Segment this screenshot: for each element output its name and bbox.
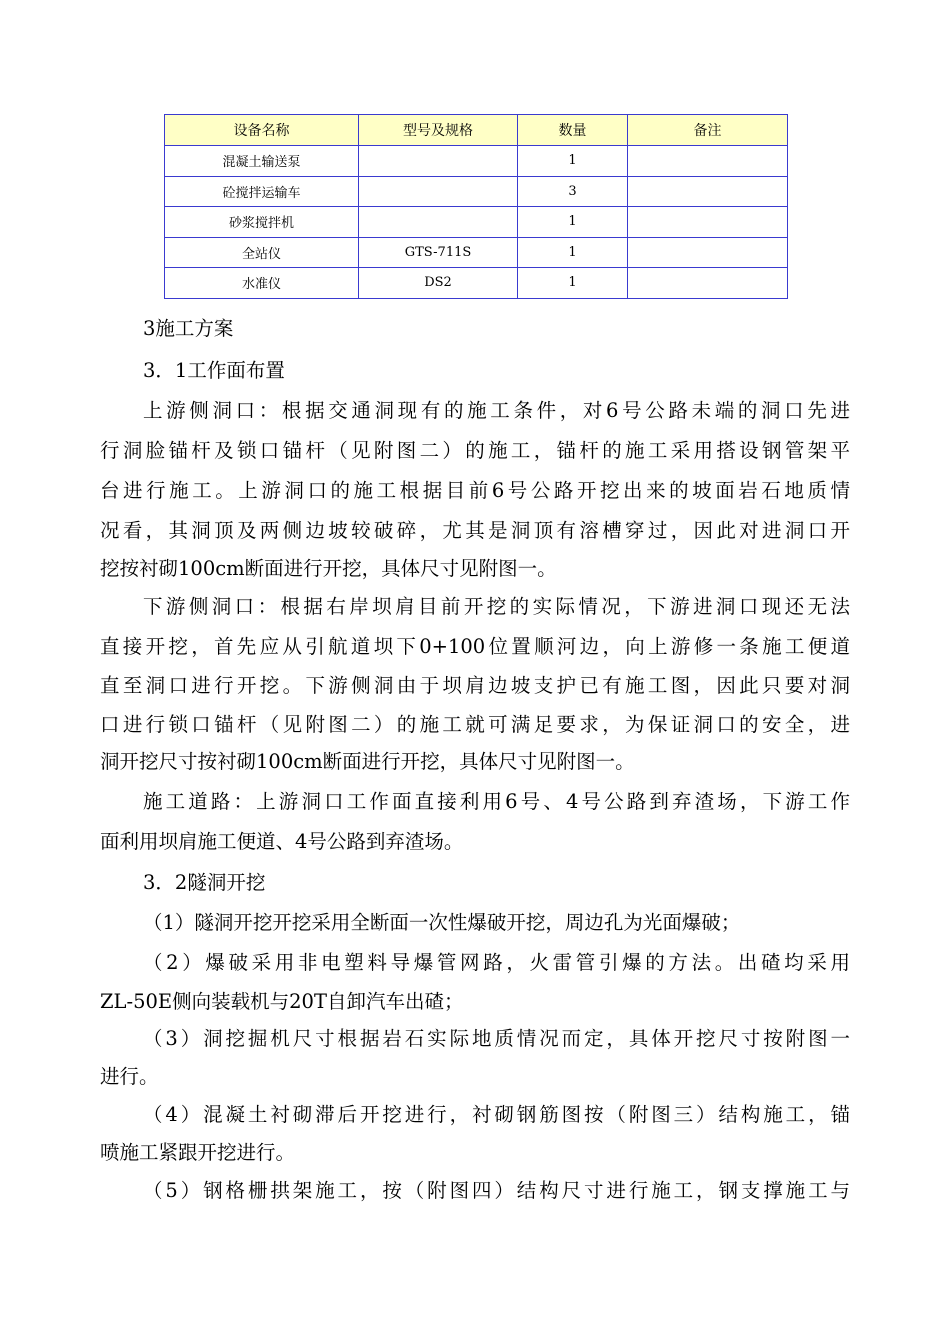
cell-name: 砂浆搅拌机 [165, 207, 359, 238]
cell-quantity: 3 [518, 176, 628, 207]
cell-remarks [628, 176, 788, 207]
paragraph-line: 行洞脸锚杆及锁口锚杆（见附图二）的施工，锚杆的施工采用搭设钢管架平 [100, 439, 850, 462]
cell-name: 混凝土输送泵 [165, 146, 359, 177]
list-item-continuation: ZL-50E侧向装载机与20T自卸汽车出碴； [100, 990, 464, 1013]
list-item: （1）隧洞开挖开挖采用全断面一次性爆破开挖，周边孔为光面爆破； [143, 911, 741, 934]
header-remarks: 备注 [628, 115, 788, 146]
list-item-continuation: 进行。 [100, 1065, 159, 1088]
table-header-row [165, 115, 788, 146]
cell-remarks [628, 237, 788, 268]
paragraph-line: 直接开挖，首先应从引航道坝下0+100位置顺河边，向上游修一条施工便道 [100, 635, 850, 658]
cell-remarks [628, 268, 788, 299]
paragraph-line: 直至洞口进行开挖。下游侧洞由于坝肩边坡支护已有施工图，因此只要对洞 [100, 674, 850, 697]
cell-quantity: 1 [518, 207, 628, 238]
cell-remarks [628, 146, 788, 177]
paragraph-line: 施工道路：上游洞口工作面直接利用6号、4号公路到弃渣场，下游工作 [143, 790, 850, 813]
paragraph-line: 台进行施工。上游洞口的施工根据目前6号公路开挖出来的坡面岩石地质情 [100, 479, 850, 502]
paragraph-line: 洞开挖尺寸按衬砌100cm断面进行开挖，具体尺寸见附图一。 [100, 750, 635, 773]
paragraph-line: 况看，其洞顶及两侧边坡较破碎，尤其是洞顶有溶槽穿过，因此对进洞口开 [100, 519, 850, 542]
header-model-spec: 型号及规格 [359, 115, 518, 146]
table-row [165, 207, 788, 238]
cell-quantity: 1 [518, 237, 628, 268]
table-row [165, 146, 788, 177]
subsection-title-workface: 3．1工作面布置 [143, 359, 285, 382]
paragraph-line: 挖按衬砌100cm断面进行开挖，具体尺寸见附图一。 [100, 557, 557, 580]
list-item: （3）洞挖掘机尺寸根据岩石实际地质情况而定，具体开挖尺寸按附图一 [143, 1027, 850, 1050]
cell-model [359, 176, 518, 207]
cell-model [359, 207, 518, 238]
list-item-continuation: 喷施工紧跟开挖进行。 [100, 1141, 296, 1164]
section-title: 3施工方案 [143, 317, 234, 340]
list-item: （5）钢格栅拱架施工，按（附图四）结构尺寸进行施工，钢支撑施工与 [143, 1179, 850, 1202]
header-equipment-name: 设备名称 [165, 115, 359, 146]
cell-name: 砼搅拌运输车 [165, 176, 359, 207]
paragraph-line: 上游侧洞口：根据交通洞现有的施工条件，对6号公路未端的洞口先进 [143, 399, 850, 422]
cell-name: 全站仪 [165, 237, 359, 268]
paragraph-line: 口进行锁口锚杆（见附图二）的施工就可满足要求，为保证洞口的安全，进 [100, 713, 850, 736]
list-item: （2）爆破采用非电塑料导爆管网路，火雷管引爆的方法。出碴均采用 [143, 951, 850, 974]
table-row [165, 237, 788, 268]
header-quantity: 数量 [518, 115, 628, 146]
cell-quantity: 1 [518, 146, 628, 177]
cell-model: GTS-711S [359, 237, 518, 268]
cell-name: 水准仪 [165, 268, 359, 299]
list-item: （4）混凝土衬砌滞后开挖进行，衬砌钢筋图按（附图三）结构施工，锚 [143, 1103, 850, 1126]
cell-quantity: 1 [518, 268, 628, 299]
paragraph-line: 下游侧洞口：根据右岸坝肩目前开挖的实际情况，下游进洞口现还无法 [143, 595, 850, 618]
subsection-title-excavation: 3．2隧洞开挖 [143, 871, 266, 894]
table-row [165, 268, 788, 299]
cell-model: DS2 [359, 268, 518, 299]
table-row [165, 176, 788, 207]
cell-remarks [628, 207, 788, 238]
equipment-table [164, 114, 788, 299]
cell-model [359, 146, 518, 177]
paragraph-line: 面利用坝肩施工便道、4号公路到弃渣场。 [100, 830, 464, 853]
